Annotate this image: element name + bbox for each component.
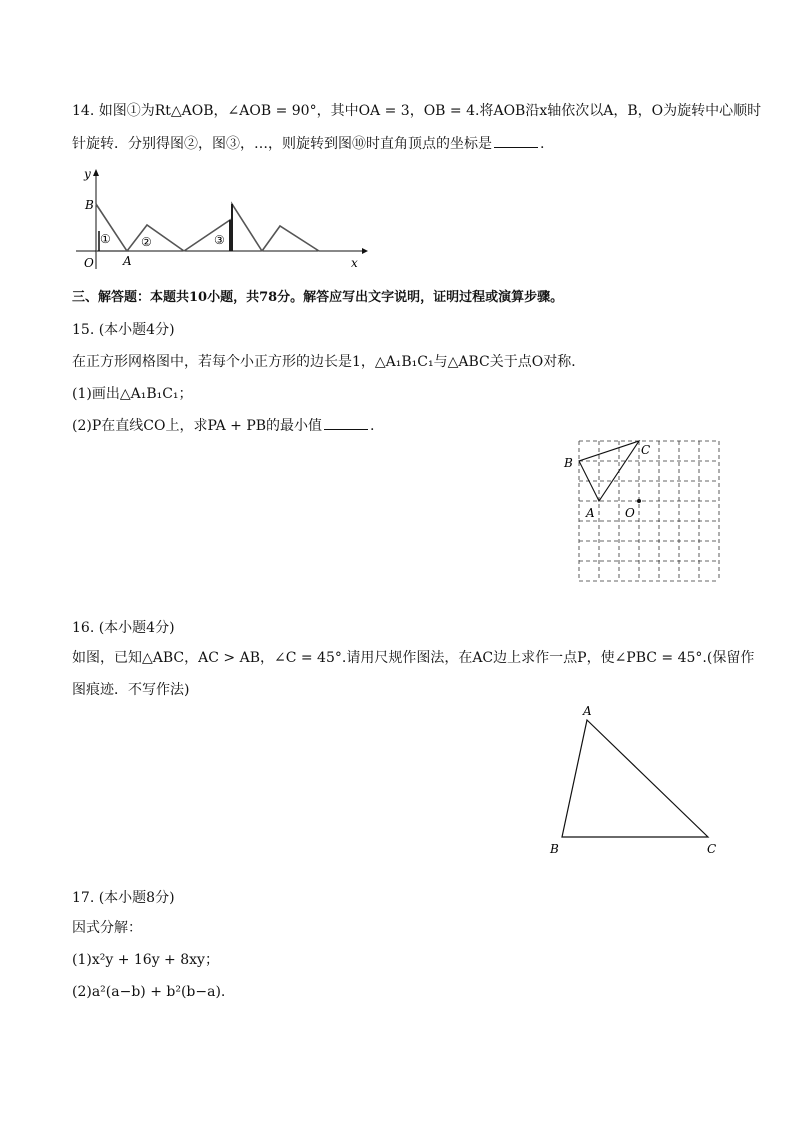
q15-part2-text: (2)P在直线CO上，求PA + PB的最小值 [72,418,323,434]
q14-line1: 14. 如图①为Rt△AOB，∠AOB = 90°，其中OA = 3，OB = 4.将AOB沿x轴依次以A，B，O为旋转中心顺时 [72,103,762,119]
q15-point-o [637,499,641,503]
q15-label-b: B [564,456,573,470]
q15-dashed-grid [579,441,719,581]
q14-line2-text: 针旋转．分别得图②，图③，…，则旋转到图⑩时直角顶点的坐标是 [72,136,492,152]
q14-mark-2: ② [141,235,152,249]
q17-part2: (2)a²(a−b) + b²(b−a). [72,984,226,1000]
q15-answer-blank [324,415,368,430]
q14-answer-blank [494,133,538,148]
q15-part2 [72,415,374,436]
q14-point-b-label: B [85,198,94,212]
q16-label-a: A [583,704,592,718]
q14-point-a-label: A [123,254,132,268]
q16-title: 16. (本小题4分) [72,620,175,636]
q16-line2: 图痕迹．不写作法) [72,682,190,698]
q14-mark-3: ③ [214,233,225,247]
q14-triangle-5 [262,226,319,251]
q16-line1: 如图，已知△ABC，AC > AB，∠C = 45°.请用尺规作图法，在AC边上求作一点P，使∠PBC = 45°.(保留作 [72,650,755,666]
q15-label-o: O [625,506,635,520]
q14-x-axis-arrow [362,248,368,254]
q16-triangle-abc [562,720,708,837]
q15-stem: 在正方形网格图中，若每个小正方形的边长是1，△A₁B₁C₁与△ABC关于点O对称． [72,354,586,370]
q14-triangle-2 [127,225,184,251]
q16-triangle-figure [540,700,730,865]
q15-grid-figure [560,436,730,586]
q14-line2-end: . [540,136,545,152]
q16-label-c: C [707,842,717,856]
q14-line2 [72,133,544,154]
q14-figure [72,164,372,274]
q17-stem: 因式分解： [72,920,142,936]
section3-heading: 三、解答题：本题共10小题，共78分。解答应写出文字说明，证明过程或演算步骤。 [72,290,564,305]
q17-part1: (1)x²y + 16y + 8xy； [72,952,219,968]
q15-title: 15. (本小题4分) [72,322,175,338]
q16-label-b: B [550,842,559,856]
q14-axis-x-label: x [351,256,358,270]
q15-label-c: C [641,443,651,457]
q14-mark-1: ① [100,232,111,246]
q15-triangle-abc [579,441,639,501]
q14-y-axis-arrow [93,169,99,176]
q15-part2-end: . [370,418,375,434]
q14-origin-label: O [84,256,94,270]
q17-title: 17. (本小题8分) [72,890,175,906]
q14-axis-y-label: y [84,167,91,181]
q14-triangle-4 [232,204,262,251]
q15-label-a: A [586,506,595,520]
q15-part1: (1)画出△A₁B₁C₁； [72,386,193,402]
